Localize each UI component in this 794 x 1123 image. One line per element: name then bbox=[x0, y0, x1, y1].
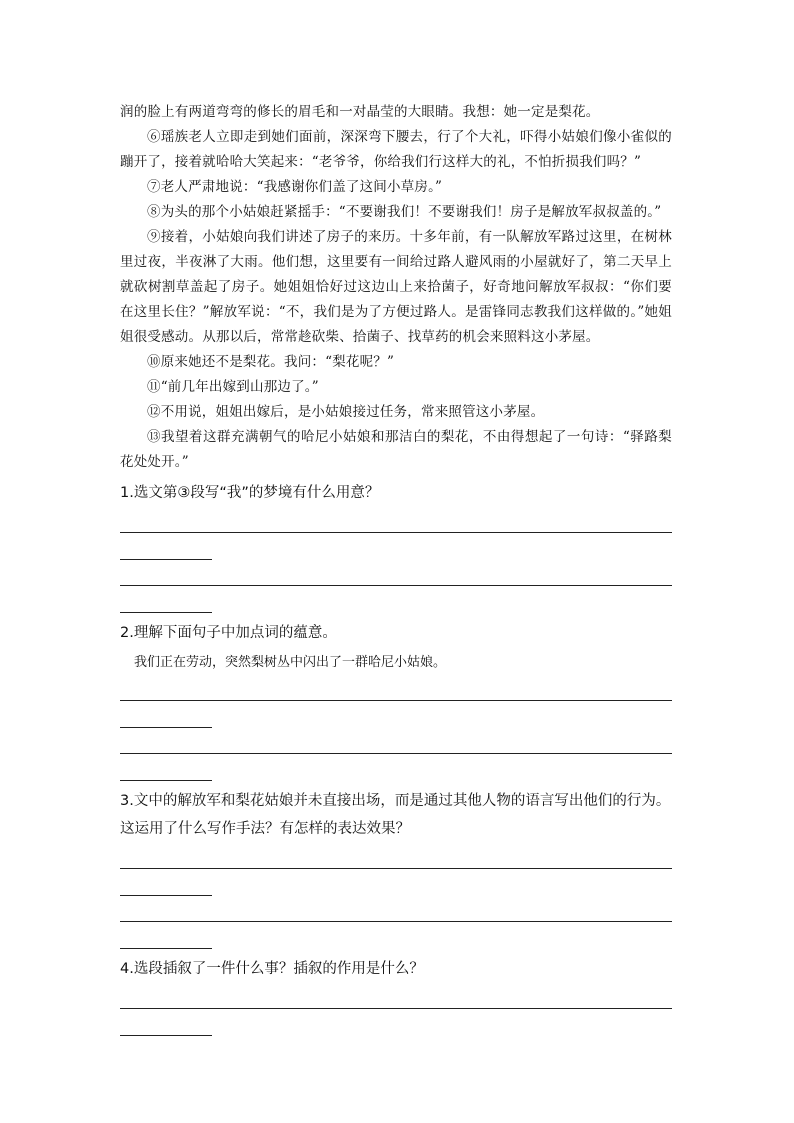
answer-line[interactable] bbox=[120, 1035, 212, 1036]
passage-paragraph: ⑥瑶族老人立即走到她们面前，深深弯下腰去，行了个大礼，吓得小姑娘们像小雀似的蹦开了，接着就哈哈大笑起来：“老爷爷，你给我们行这样大的礼，不怕折损我们吗？” bbox=[120, 129, 672, 170]
passage-paragraph: ⑬我望着这群充满朝气的哈尼小姑娘和那洁白的梨花，不由得想起了一句诗：“驿路梨花处处开。” bbox=[120, 429, 672, 470]
answer-area[interactable] bbox=[120, 700, 672, 781]
answer-line[interactable] bbox=[120, 585, 672, 586]
question-2 bbox=[120, 619, 672, 781]
passage-paragraph: ⑦老人严肃地说：“我感谢你们盖了这间小草房。” bbox=[147, 179, 443, 195]
question-text: 4.选段插叙了一件什么事？插叙的作用是什么？ bbox=[120, 961, 424, 977]
answer-line[interactable] bbox=[120, 753, 672, 754]
passage-paragraph: ⑧为头的那个小姑娘赶紧摇手：“不要谢我们！不要谢我们！房子是解放军叔叔盖的。” bbox=[147, 204, 662, 220]
question-text: 3.文中的解放军和梨花姑娘并未直接出场，而是通过其他人物的语言写出他们的行为。这运用了什么写作手法？有怎样的表达效果？ bbox=[120, 793, 671, 837]
answer-area[interactable] bbox=[120, 868, 672, 949]
question-3 bbox=[120, 787, 672, 949]
answer-line[interactable] bbox=[120, 895, 212, 896]
passage-paragraph: ⑨接着，小姑娘向我们讲述了房子的来历。十多年前，有一队解放军路过这里，在树林里过夜，半夜淋了大雨。他们想，这里要有一间给过路人避风雨的小屋就好了，第二天早上就砍树割草盖起了房子。她姐姐恰好过这边山上来拾菌子，好奇地问解放军叔叔：“你们要在这里长住？”解放军说：“不，我们是为了方便过路人。是雷锋同志教我们这样做的。”她姐姐很受感动。从那以后，常常趁砍柴、拾菌子、找草药的机会来照料这小茅屋。 bbox=[120, 229, 672, 345]
answer-line[interactable] bbox=[120, 780, 212, 781]
answer-line[interactable] bbox=[120, 532, 672, 533]
passage-paragraph: ⑩原来她还不是梨花。我问：“梨花呢？” bbox=[147, 354, 395, 370]
passage-paragraph: ⑫不用说，姐姐出嫁后，是小姑娘接过任务，常来照管这小茅屋。 bbox=[147, 404, 545, 420]
answer-area[interactable] bbox=[120, 532, 672, 613]
answer-line[interactable] bbox=[120, 612, 212, 613]
answer-line[interactable] bbox=[120, 868, 672, 869]
question-1 bbox=[120, 479, 672, 613]
question-4 bbox=[120, 955, 672, 1036]
answer-line[interactable] bbox=[120, 700, 672, 701]
answer-line[interactable] bbox=[120, 727, 212, 728]
answer-line[interactable] bbox=[120, 1008, 672, 1009]
worksheet-content bbox=[120, 100, 672, 1036]
reading-passage bbox=[120, 100, 672, 475]
passage-paragraph: ⑪“前几年出嫁到山那边了。” bbox=[147, 379, 319, 395]
answer-line[interactable] bbox=[120, 559, 212, 560]
answer-line[interactable] bbox=[120, 921, 672, 922]
answer-line[interactable] bbox=[120, 948, 212, 949]
question-text: 1.选文第③段写“我”的梦境有什么用意？ bbox=[120, 485, 380, 501]
passage-paragraph: 润的脸上有两道弯弯的修长的眉毛和一对晶莹的大眼睛。我想：她一定是梨花。 bbox=[120, 104, 600, 120]
answer-area[interactable] bbox=[120, 1008, 672, 1036]
question-sentence: 我们正在劳动，突然梨树丛中闪出了一群哈尼小姑娘。 bbox=[134, 655, 447, 670]
question-text: 2.理解下面句子中加点词的蕴意。 bbox=[120, 625, 337, 641]
